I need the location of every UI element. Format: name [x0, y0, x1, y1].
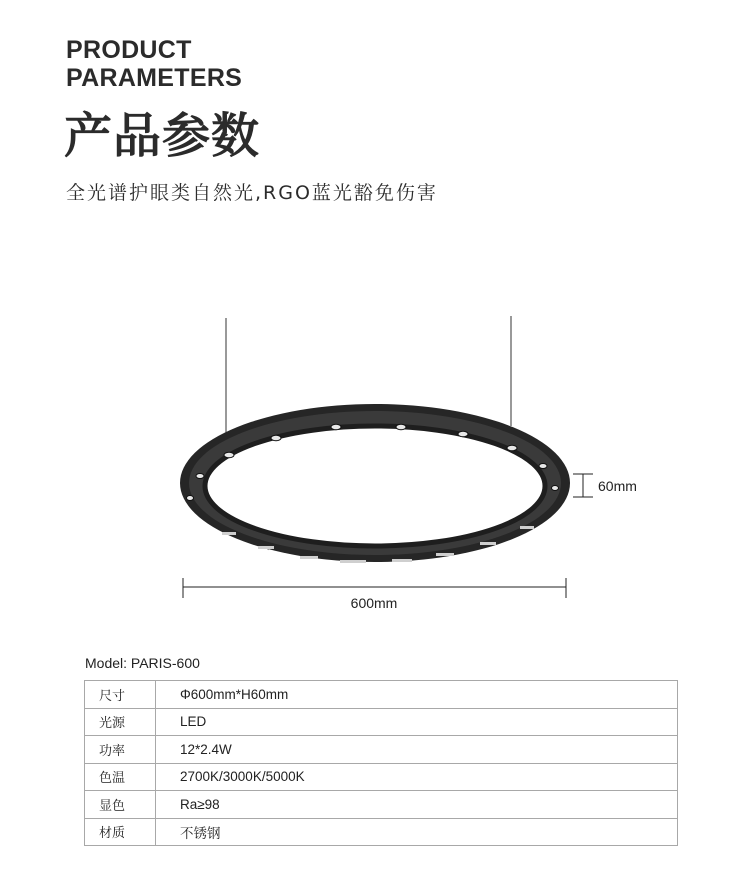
- tagline: 全光谱护眼类自然光,RGO蓝光豁免伤害: [66, 182, 438, 204]
- spec-key: 功率: [85, 736, 156, 764]
- height-dimension: [573, 474, 593, 497]
- heading-line-product: PRODUCT: [66, 36, 192, 64]
- ring-slot: [300, 556, 318, 559]
- spec-value: 12*2.4W: [156, 736, 678, 764]
- spec-key: 尺寸: [85, 681, 156, 709]
- height-label: 60mm: [598, 478, 637, 494]
- spec-key: 显色: [85, 791, 156, 819]
- heading-chinese: 产品参数: [64, 108, 261, 164]
- ring-slot: [340, 560, 366, 563]
- table-row: [85, 818, 678, 846]
- table-row: [85, 736, 678, 764]
- led-spot: [196, 474, 204, 479]
- spec-value: Ra≥98: [156, 791, 678, 819]
- led-spot: [187, 496, 194, 501]
- spec-key: 材质: [85, 818, 156, 846]
- led-spot: [396, 424, 406, 430]
- spec-value: 不锈钢: [156, 818, 678, 846]
- heading-line-parameters: PARAMETERS: [66, 64, 243, 92]
- model-label: Model: PARIS-600: [85, 655, 200, 671]
- ring-slot: [480, 542, 496, 545]
- led-spot: [552, 486, 559, 491]
- led-spot: [539, 464, 547, 469]
- spec-key: 色温: [85, 763, 156, 791]
- table-row: [85, 681, 678, 709]
- table-row: [85, 791, 678, 819]
- pendant-lamp-illustration: [0, 300, 750, 630]
- led-spot: [458, 431, 468, 437]
- ring-slot: [520, 526, 534, 529]
- spec-value: Φ600mm*H60mm: [156, 681, 678, 709]
- spec-value: LED: [156, 708, 678, 736]
- led-spot: [224, 452, 234, 458]
- spec-key: 光源: [85, 708, 156, 736]
- ring-slot: [436, 553, 454, 556]
- table-row: [85, 763, 678, 791]
- spec-value: 2700K/3000K/5000K: [156, 763, 678, 791]
- led-spot: [507, 445, 517, 451]
- spec-table: [84, 680, 678, 846]
- ring-slot: [222, 532, 236, 535]
- ring-slot: [258, 546, 274, 549]
- table-row: [85, 708, 678, 736]
- width-label: 600mm: [350, 595, 398, 611]
- led-spot: [271, 435, 281, 441]
- heading-english: [66, 36, 242, 92]
- ring-slot: [392, 559, 412, 562]
- led-spot: [331, 424, 341, 430]
